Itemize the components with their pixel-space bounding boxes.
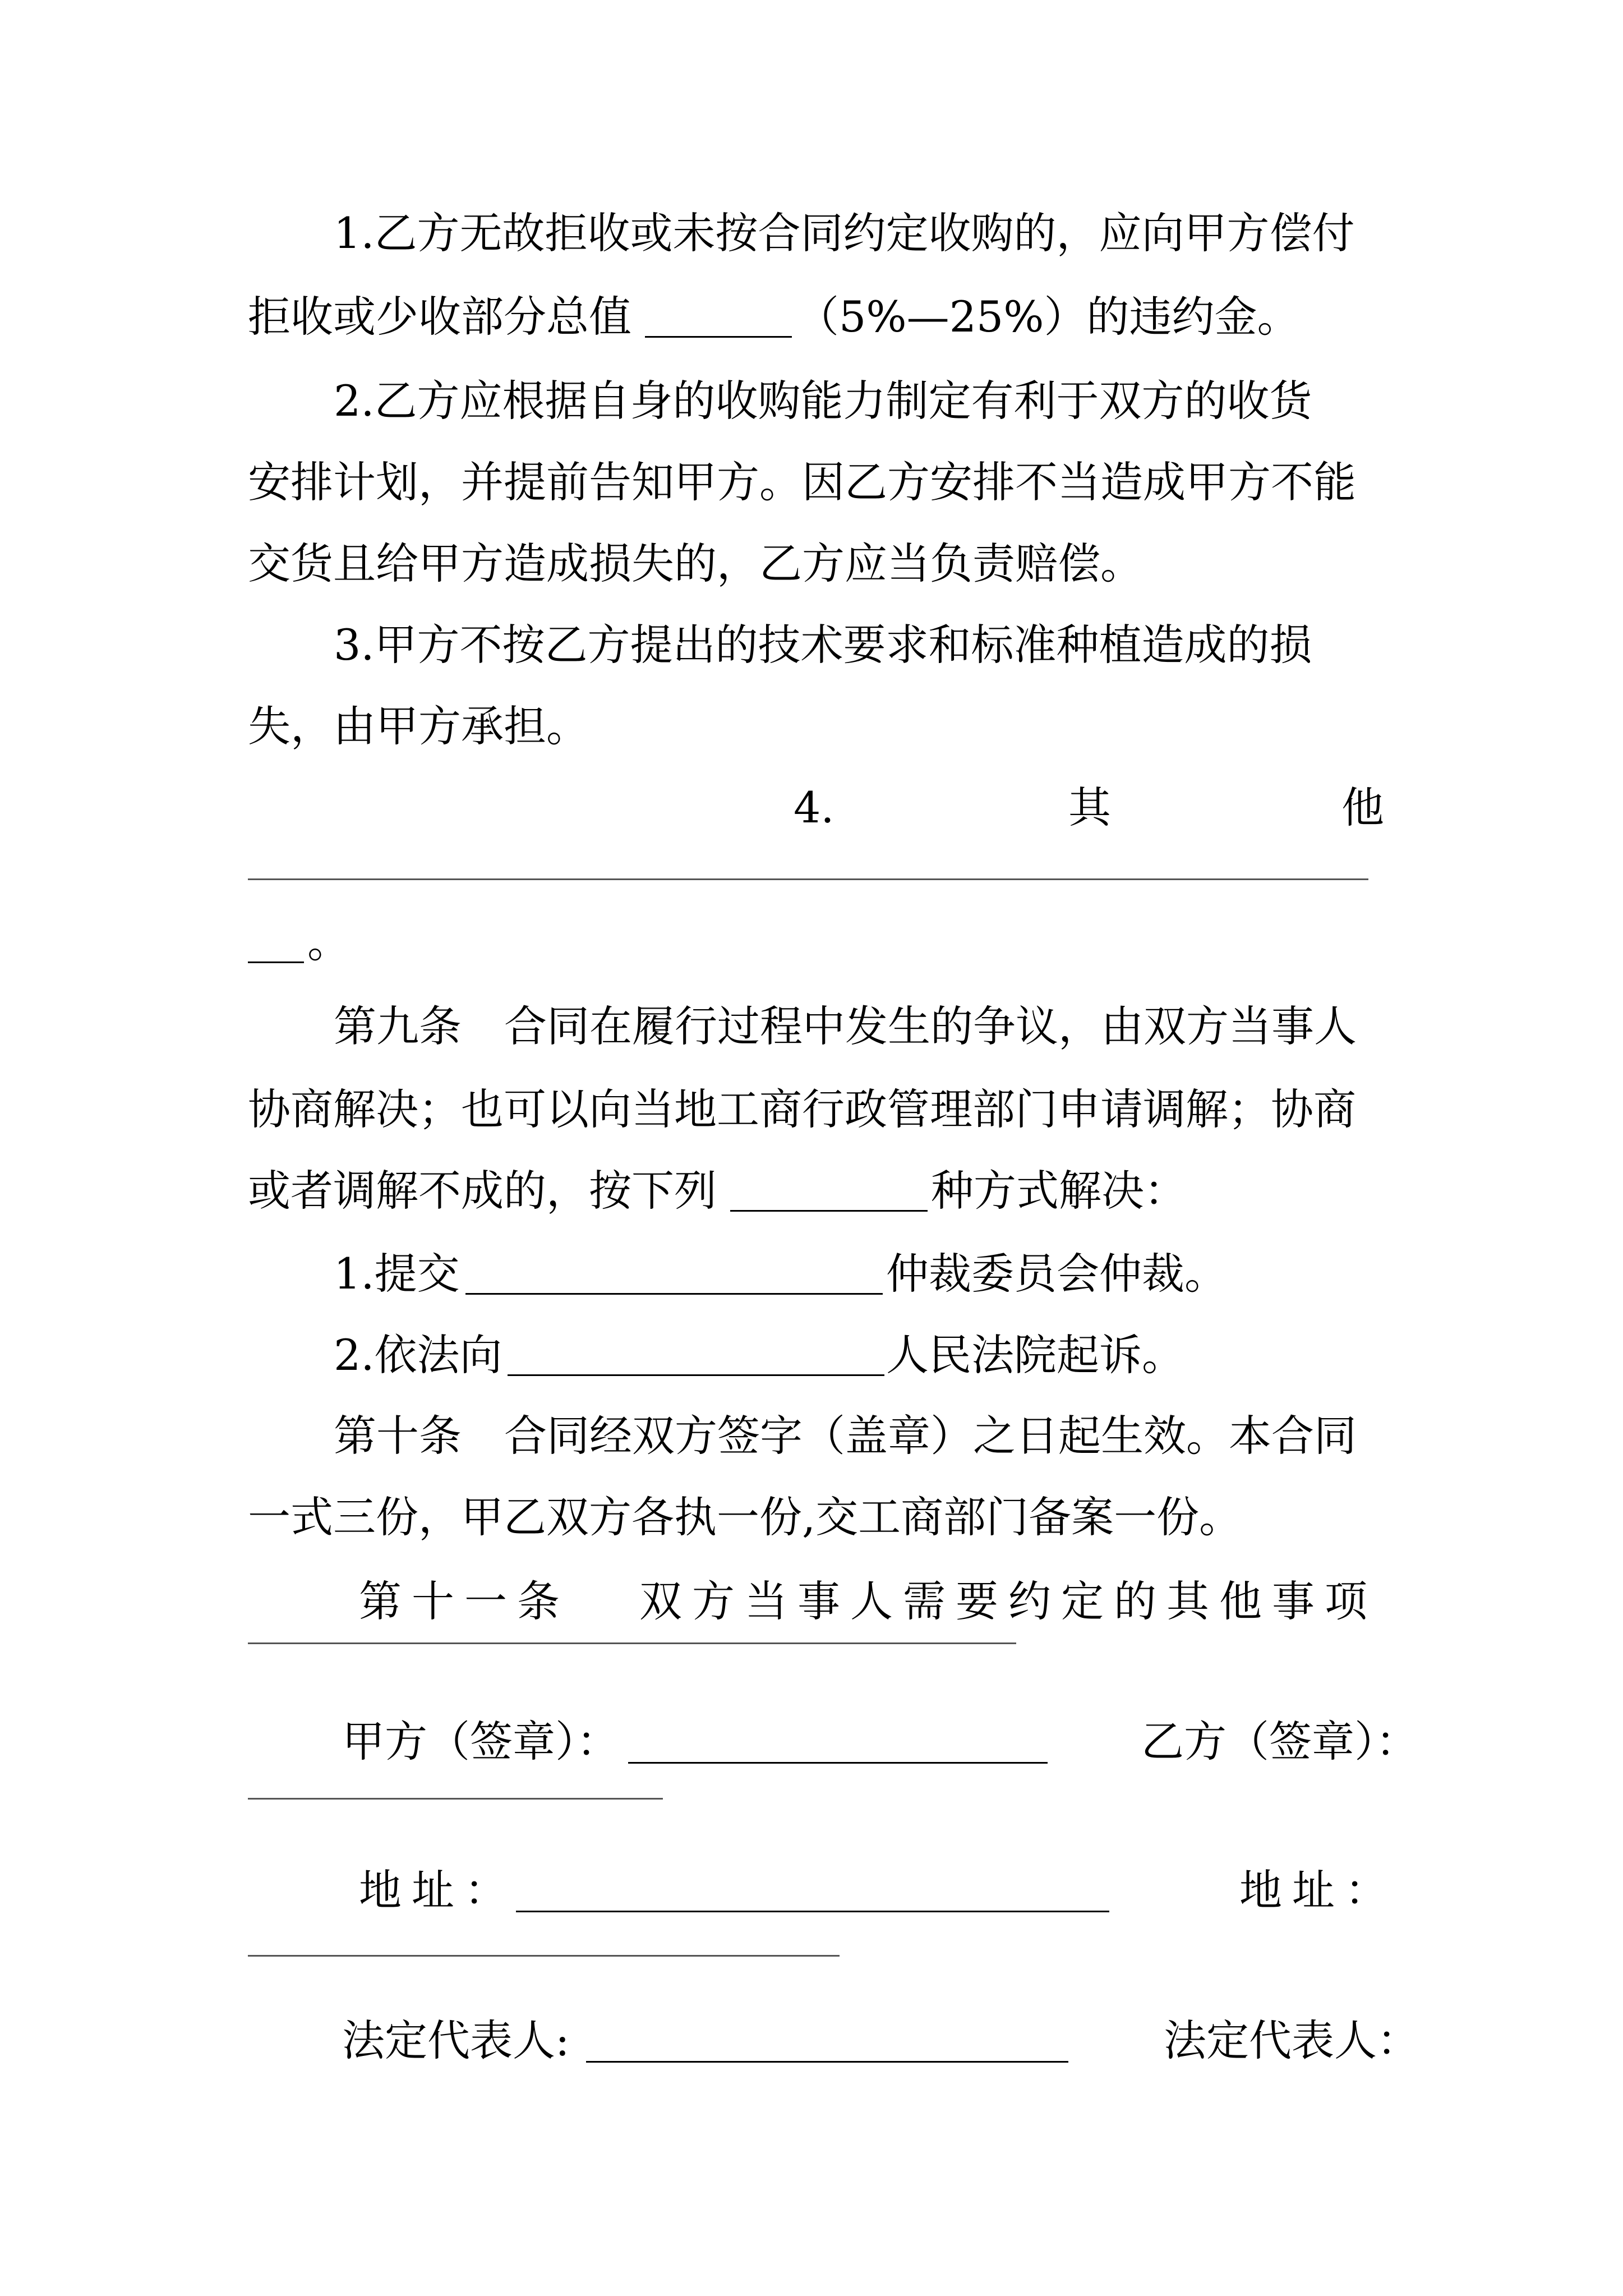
clause-8-4-blank-end[interactable] xyxy=(248,961,304,963)
party-b-representative-label: 法定代表人： xyxy=(1164,2016,1419,2065)
clause-8-1-text-end: （5%—25%）的违约金。 xyxy=(796,292,1300,342)
clause-9-line-3 xyxy=(0,1157,1623,1225)
clause-9-text: 协商解决；也可以向当地工商行政管理部门申请调解；协商 xyxy=(248,1084,1356,1134)
clause-8-4-line xyxy=(0,774,1623,841)
clause-8-4-end-line xyxy=(0,909,1623,976)
clause-10-text: 第十条 合同经双方签字（盖章）之日起生效。本合同 xyxy=(334,1411,1357,1461)
clause-8-3-text: 失，由甲方承担。 xyxy=(248,701,589,751)
clause-9-option-2 xyxy=(0,1322,1623,1389)
clause-8-3-line-2 xyxy=(0,693,1623,760)
option-2-label: 2.依法向 xyxy=(334,1330,502,1380)
party-a-signature-label: 甲方（签章）： xyxy=(342,1717,619,1766)
clause-8-2-text: 交货且给甲方造成损失的，乙方应当负责赔偿。 xyxy=(248,539,1143,588)
clause-9-option-1 xyxy=(0,1240,1623,1308)
party-b-signature-label: 乙方（签章）： xyxy=(1141,1717,1418,1766)
clause-8-4-word-2: 他 xyxy=(1341,783,1384,832)
clause-8-2-line-3 xyxy=(0,530,1623,597)
clause-8-4-period: 。 xyxy=(307,917,350,967)
option-1-label: 1.提交 xyxy=(334,1249,460,1299)
clause-10-line-1 xyxy=(0,1402,1623,1470)
penalty-rate-blank[interactable] xyxy=(645,336,792,338)
signature-party-line xyxy=(0,1708,1623,1775)
clause-11-blank[interactable] xyxy=(248,1642,1016,1644)
clause-8-4-blank[interactable] xyxy=(248,878,1368,880)
clause-8-1-text-start: 拒收或少收部分总值 xyxy=(248,292,631,342)
signature-address-line xyxy=(0,1857,1623,1924)
court-name-blank[interactable] xyxy=(508,1374,884,1376)
party-a-representative-label: 法定代表人: xyxy=(342,2016,570,2065)
option-2-text: 人民法院起诉。 xyxy=(886,1330,1184,1380)
clause-8-2-text: 2.乙方应根据自身的收购能力制定有利于双方的收货 xyxy=(334,376,1312,426)
party-a-representative-field[interactable] xyxy=(586,2061,1068,2063)
dispute-method-blank[interactable] xyxy=(730,1210,928,1212)
party-a-address-field[interactable] xyxy=(516,1911,1109,1912)
clause-10-line-2 xyxy=(0,1484,1623,1551)
clause-8-1-text: 1.乙方无故拒收或未按合同约定收购的，应向甲方偿付 xyxy=(334,208,1355,258)
clause-9-line-2 xyxy=(0,1076,1623,1143)
clause-9-line-1 xyxy=(0,993,1623,1060)
clause-11-line xyxy=(0,1568,1623,1635)
party-b-address-field[interactable] xyxy=(248,1955,840,1957)
party-a-signature-field[interactable] xyxy=(628,1762,1048,1764)
clause-8-3-line-1 xyxy=(0,611,1623,679)
option-1-text: 仲裁委员会仲裁。 xyxy=(886,1249,1227,1299)
clause-8-3-text: 3.甲方不按乙方提出的技术要求和标准种植造成的损 xyxy=(334,620,1312,670)
party-a-address-label: 地址： xyxy=(359,1865,517,1915)
clause-8-2-text: 安排计划，并提前告知甲方。因乙方安排不当造成甲方不能 xyxy=(248,457,1356,507)
clause-9-text-end: 种方式解决： xyxy=(931,1166,1187,1216)
signature-representative-line xyxy=(0,2007,1623,2074)
clause-11-heading: 第十一条 xyxy=(359,1576,570,1626)
clause-8-2-line-1 xyxy=(0,367,1623,435)
clause-11-text: 双方当事人需要约定的其他事项 xyxy=(639,1576,1377,1626)
clause-8-4-number: 4. xyxy=(794,783,834,832)
clause-9-text-start: 或者调解不成的，按下列 xyxy=(248,1166,717,1216)
clause-8-2-line-2 xyxy=(0,449,1623,516)
party-b-signature-field[interactable] xyxy=(248,1798,663,1800)
clause-8-4-word-1: 其 xyxy=(1068,783,1111,832)
party-b-address-label: 地址： xyxy=(1239,1865,1398,1915)
clause-8-1-line-1 xyxy=(0,200,1623,267)
clause-10-text: 一式三份，甲乙双方各执一份,交工商部门备案一份。 xyxy=(248,1492,1242,1542)
arbitration-committee-blank[interactable] xyxy=(465,1293,883,1295)
clause-9-text: 第九条 合同在履行过程中发生的争议，由双方当事人 xyxy=(334,1001,1357,1051)
clause-8-1-line-2 xyxy=(0,283,1623,351)
